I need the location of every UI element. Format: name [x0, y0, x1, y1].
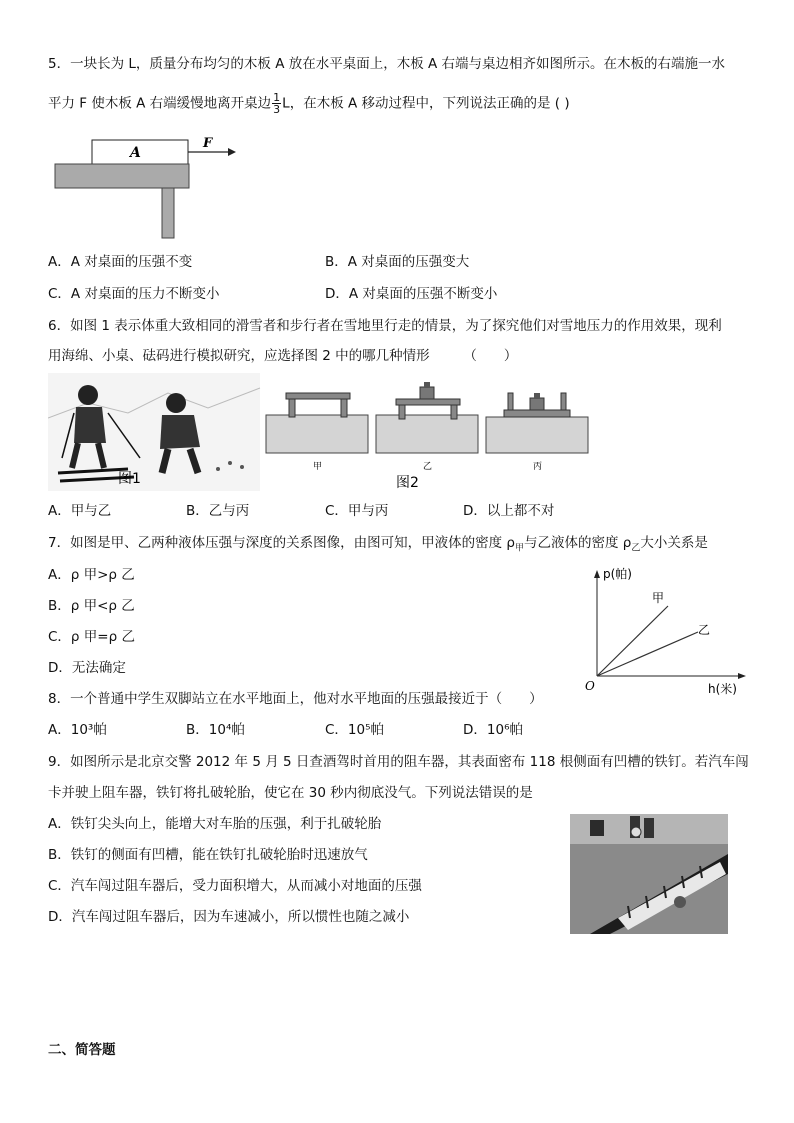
- q7-option-d: D．无法确定: [48, 660, 126, 676]
- figure-2-jia: [266, 393, 368, 453]
- line-yi-label: 乙: [698, 623, 711, 637]
- q9-option-d: D．汽车闯过阻车器后，因为车速减小，所以惯性也随之减小: [48, 909, 410, 925]
- q5-option-a: A．A 对桌面的压强不变: [48, 254, 193, 270]
- q6-option-b: B．乙与丙: [186, 503, 250, 519]
- x-axis-arrowhead: [738, 673, 746, 679]
- figure-2-label-jia: 甲: [313, 462, 323, 472]
- force-arrowhead: [228, 148, 236, 156]
- q5-option-d: D．A 对桌面的压强不断变小: [325, 286, 498, 302]
- q6-stem-line1: 6．如图 1 表示体重大致相同的滑雪者和步行者在雪地里行走的情景，为了探究他们对雪地压力的作用效果，现利: [48, 318, 722, 334]
- fraction-denominator: 3: [273, 103, 281, 116]
- q9-option-c: C．汽车闯过阻车器后，受力面积增大，从而减小对地面的压强: [48, 878, 422, 894]
- y-axis-label: p(帕): [603, 567, 632, 581]
- q7-stem-c: 大小关系是: [640, 535, 708, 551]
- q7-stem-sub-jia: 甲: [514, 543, 524, 554]
- q7-option-c: C．ρ 甲=ρ 乙: [48, 629, 135, 645]
- line-yi: [597, 632, 698, 676]
- q8-option-d: D．10⁶帕: [463, 722, 523, 738]
- board-on-table-diagram: [50, 132, 250, 244]
- q7-option-b: B．ρ 甲<ρ 乙: [48, 598, 135, 614]
- q9-option-b: B．铁钉的侧面有凹槽，能在铁钉扎破轮胎时迅速放气: [48, 847, 368, 863]
- table-leg: [162, 188, 174, 238]
- y-axis-arrowhead: [594, 570, 600, 578]
- q6-stem-line2: 用海绵、小桌、砝码进行模拟研究，应选择图 2 中的哪几种情形 （ ）: [48, 348, 518, 364]
- line-jia-label: 甲: [652, 591, 665, 605]
- pressure-depth-graph: [580, 562, 755, 702]
- origin-label: O: [585, 679, 595, 693]
- q5-stem-line1: 5．一块长为 L，质量分布均匀的木板 A 放在水平桌面上，木板 A 右端与桌边相齐如图所示。在木板的右端施一水: [48, 56, 726, 72]
- x-axis-label: h(米): [708, 682, 737, 696]
- figure-2-label-bing: 丙: [533, 462, 543, 472]
- fraction-numerator: 1: [273, 91, 281, 104]
- q6-option-a: A．甲与乙: [48, 503, 112, 519]
- figure-2-label-yi: 乙: [423, 462, 433, 472]
- table-top: [55, 164, 189, 188]
- q6-option-c: C．甲与丙: [325, 503, 389, 519]
- q9-stem-line2: 卡并驶上阻车器，铁钉将扎破轮胎，使它在 30 秒内彻底没气。下列说法错误的是: [48, 785, 533, 801]
- spike-strip-photo: [570, 814, 728, 934]
- q5-option-c: C．A 对桌面的压力不断变小: [48, 286, 220, 302]
- figure-2-bing: [486, 393, 588, 453]
- section-heading: 二、简答题: [48, 1042, 116, 1058]
- q5-stem-line2-b: L，在木板 A 移动过程中，下列说法正确的是 ( ): [282, 95, 570, 112]
- q7-stem-a: 7．如图是甲、乙两种液体压强与深度的关系图像，由图可知，甲液体的密度 ρ: [48, 535, 515, 551]
- q7-stem: [48, 533, 708, 559]
- q5-stem-line2-a: 平力 F 使木板 A 右端缓慢地离开桌边: [48, 95, 272, 112]
- q7-stem-sub-yi: 乙: [631, 543, 641, 554]
- q9-option-a: A．铁钉尖头向上，能增大对车胎的压强，利于扎破轮胎: [48, 816, 382, 832]
- fraction: [272, 92, 281, 115]
- q5-stem-line2: [48, 92, 570, 115]
- q9-stem-line1: 9．如图所示是北京交警 2012 年 5 月 5 日查酒驾时首用的阻车器，其表面密布 118 根侧面有凹槽的铁钉。若汽车闯: [48, 754, 749, 770]
- figure-1-caption: 图1: [118, 471, 141, 487]
- force-label: F: [203, 136, 213, 151]
- q5-option-b: B．A 对桌面的压强变大: [325, 254, 470, 270]
- figure-1-illustration: [48, 373, 260, 491]
- board-label: A: [130, 145, 141, 161]
- figure-2-caption: 图2: [396, 475, 419, 491]
- q8-option-a: A．10³帕: [48, 722, 107, 738]
- snow-walkers-and-sponge-figure: [48, 373, 592, 491]
- q6-option-d: D．以上都不对: [463, 503, 555, 519]
- q8-option-c: C．10⁵帕: [325, 722, 385, 738]
- q8-stem: 8．一个普通中学生双脚站立在水平地面上，他对水平地面的压强最接近于（ ）: [48, 691, 543, 707]
- q7-stem-b: 与乙液体的密度 ρ: [523, 535, 632, 551]
- q7-option-a: A．ρ 甲>ρ 乙: [48, 567, 135, 583]
- line-jia: [597, 606, 668, 676]
- q8-option-b: B．10⁴帕: [186, 722, 245, 738]
- figure-2-yi: [376, 382, 478, 453]
